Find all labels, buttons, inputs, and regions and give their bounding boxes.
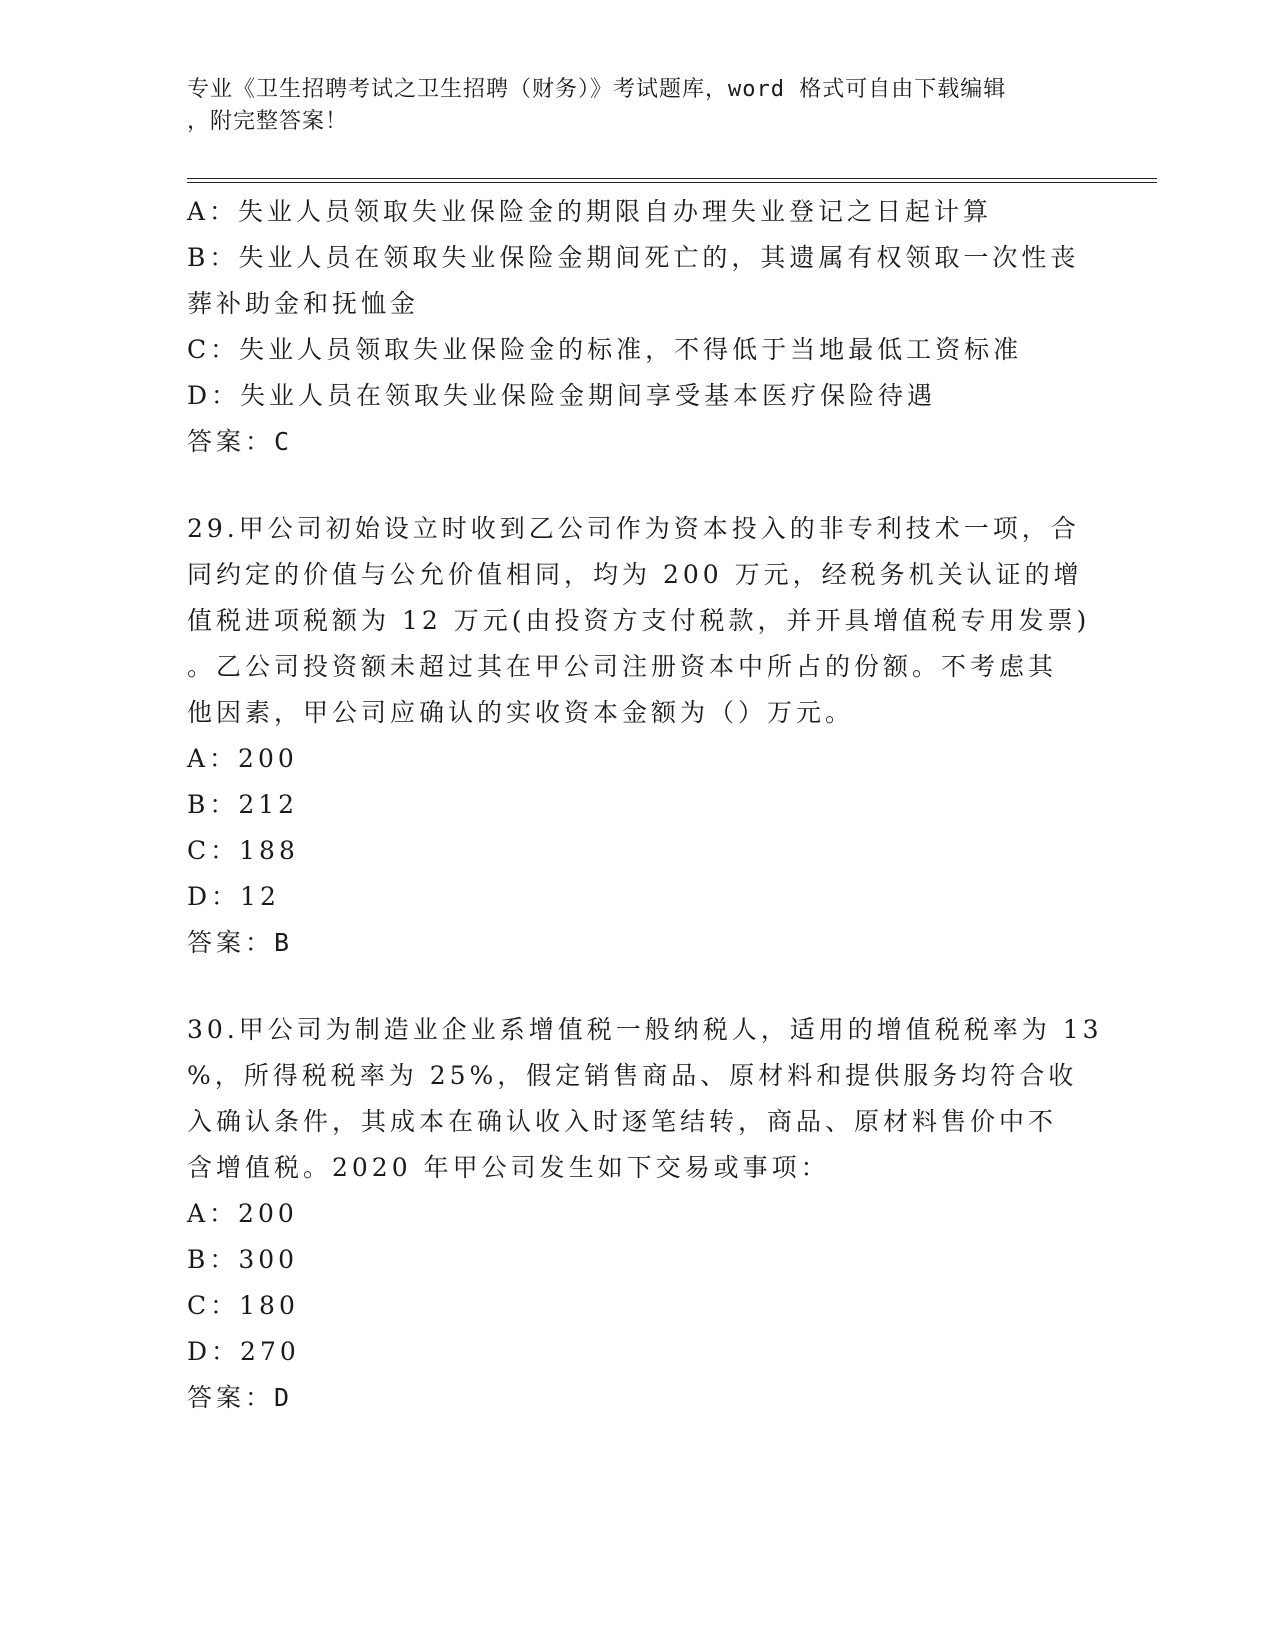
option-c: C：180 xyxy=(187,1291,299,1320)
header-line-1: 专业《卫生招聘考试之卫生招聘（财务）》考试题库，word 格式可自由下载编辑 xyxy=(187,77,1007,102)
option-d: D：失业人员在领取失业保险金期间享受基本医疗保险待遇 xyxy=(187,381,937,410)
option-b: B：212 xyxy=(187,790,299,819)
question-stem-line: 值税进项税额为 12 万元(由投资方支付税款，并开具增值税专用发票) xyxy=(187,606,1091,635)
question-stem-line: 29.甲公司初始设立时收到乙公司作为资本投入的非专利技术一项，合 xyxy=(187,514,1080,543)
option-a: A：200 xyxy=(187,744,298,773)
option-c: C：188 xyxy=(187,836,299,865)
question-stem-line: 入确认条件，其成本在确认收入时逐笔结转，商品、原材料售价中不 xyxy=(187,1107,1058,1136)
question-stem-line: 他因素，甲公司应确认的实收资本金额为（）万元。 xyxy=(187,698,855,727)
option-c: C：失业人员领取失业保险金的标准，不得低于当地最低工资标准 xyxy=(187,335,1023,364)
question-29-block xyxy=(187,506,1091,966)
option-b-continued: 葬补助金和抚恤金 xyxy=(187,289,420,318)
question-stem-line: 同约定的价值与公允价值相同，均为 200 万元，经税务机关认证的增 xyxy=(187,560,1083,589)
answer-label: 答案：D xyxy=(187,1383,294,1412)
question-stem-line: 30.甲公司为制造业企业系增值税一般纳税人，适用的增值税税率为 13 xyxy=(187,1015,1103,1044)
question-30-block xyxy=(187,1007,1103,1421)
question-28-block xyxy=(187,189,1087,465)
option-a: A：200 xyxy=(187,1199,298,1228)
header-divider-bottom xyxy=(187,182,1157,183)
header-divider-top xyxy=(187,178,1157,179)
question-stem-line: %，所得税税率为 25%，假定销售商品、原材料和提供服务均符合收 xyxy=(187,1061,1078,1090)
answer-label: 答案：C xyxy=(187,427,294,456)
option-d: D：12 xyxy=(187,882,280,911)
option-b: B：失业人员在领取失业保险金期间死亡的，其遗属有权领取一次性丧 xyxy=(187,243,1080,272)
option-b: B：300 xyxy=(187,1245,299,1274)
question-stem-line: 。乙公司投资额未超过其在甲公司注册资本中所占的份额。不考虑其 xyxy=(187,652,1058,681)
question-stem-line: 含增值税。2020 年甲公司发生如下交易或事项： xyxy=(187,1153,830,1182)
question-content xyxy=(187,189,1103,1421)
header-line-2: ，附完整答案！ xyxy=(187,109,349,134)
answer-label: 答案：B xyxy=(187,928,294,957)
option-a: A：失业人员领取失业保险金的期限自办理失业登记之日起计算 xyxy=(187,197,993,226)
document-header xyxy=(187,74,1087,138)
option-d: D：270 xyxy=(187,1337,300,1366)
